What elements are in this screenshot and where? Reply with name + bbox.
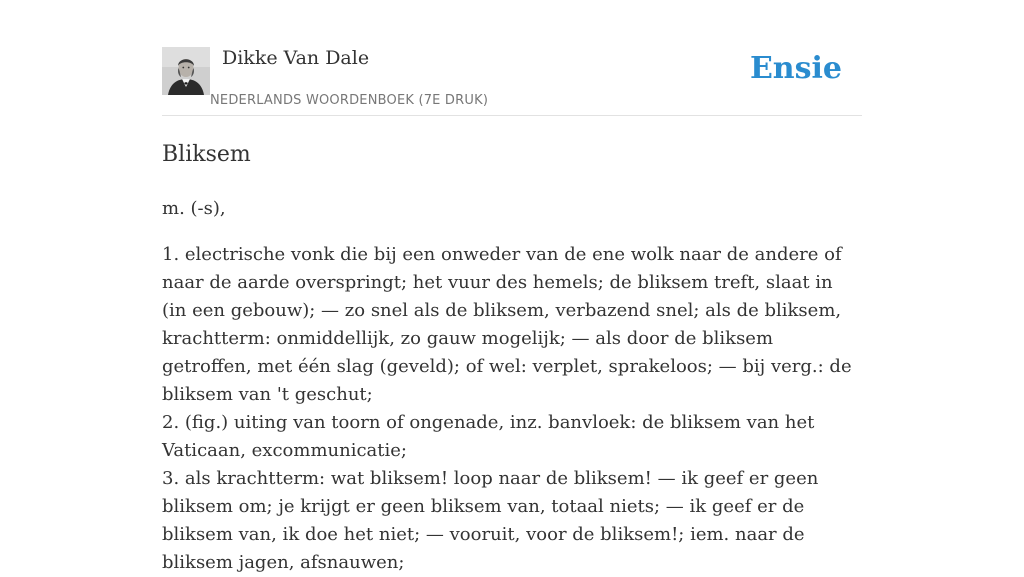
sense-1: 1. electrische vonk die bij een onweder van de ene wolk naar de andere of naar de aarde overspringt; het vuur des hemels; de bliksem treft, slaat in (in een gebouw); — zo snel als de bliksem, verbazend snel; als de bliksem, krachtterm: onmiddellijk, zo gauw mogelijk; — als door de bliksem getroffen, met één slag (geveld); of wel: verplet, sprakeloos; — bij verg.: de bliksem van 't geschut; (162, 244, 852, 405)
author-name[interactable]: Dikke Van Dale (222, 47, 370, 69)
entry-grammar: m. (-s), (162, 198, 226, 219)
entry-headword: Bliksem (162, 142, 251, 167)
entry-container (162, 44, 862, 577)
ensie-logo-link[interactable]: Ensie (749, 51, 842, 86)
portrait-image (162, 47, 210, 95)
sense-2: 2. (fig.) uiting van toorn of ongenade, inz. banvloek: de bliksem van het Vaticaan, excommunicatie; (162, 412, 815, 461)
header (162, 44, 862, 116)
author-avatar[interactable] (162, 47, 210, 95)
sense-3: 3. als krachtterm: wat bliksem! loop naar de bliksem! — ik geef er geen bliksem om; je krijgt er geen bliksem van, totaal niets; — ik geef er de bliksem van, ik doe het niet; — vooruit, voor de bliksem!; iem. naar de bliksem jagen, afsnauwen; (162, 468, 819, 573)
entry-definition (162, 241, 862, 577)
dictionary-name[interactable]: NEDERLANDS WOORDENBOEK (7E DRUK) (210, 93, 489, 108)
